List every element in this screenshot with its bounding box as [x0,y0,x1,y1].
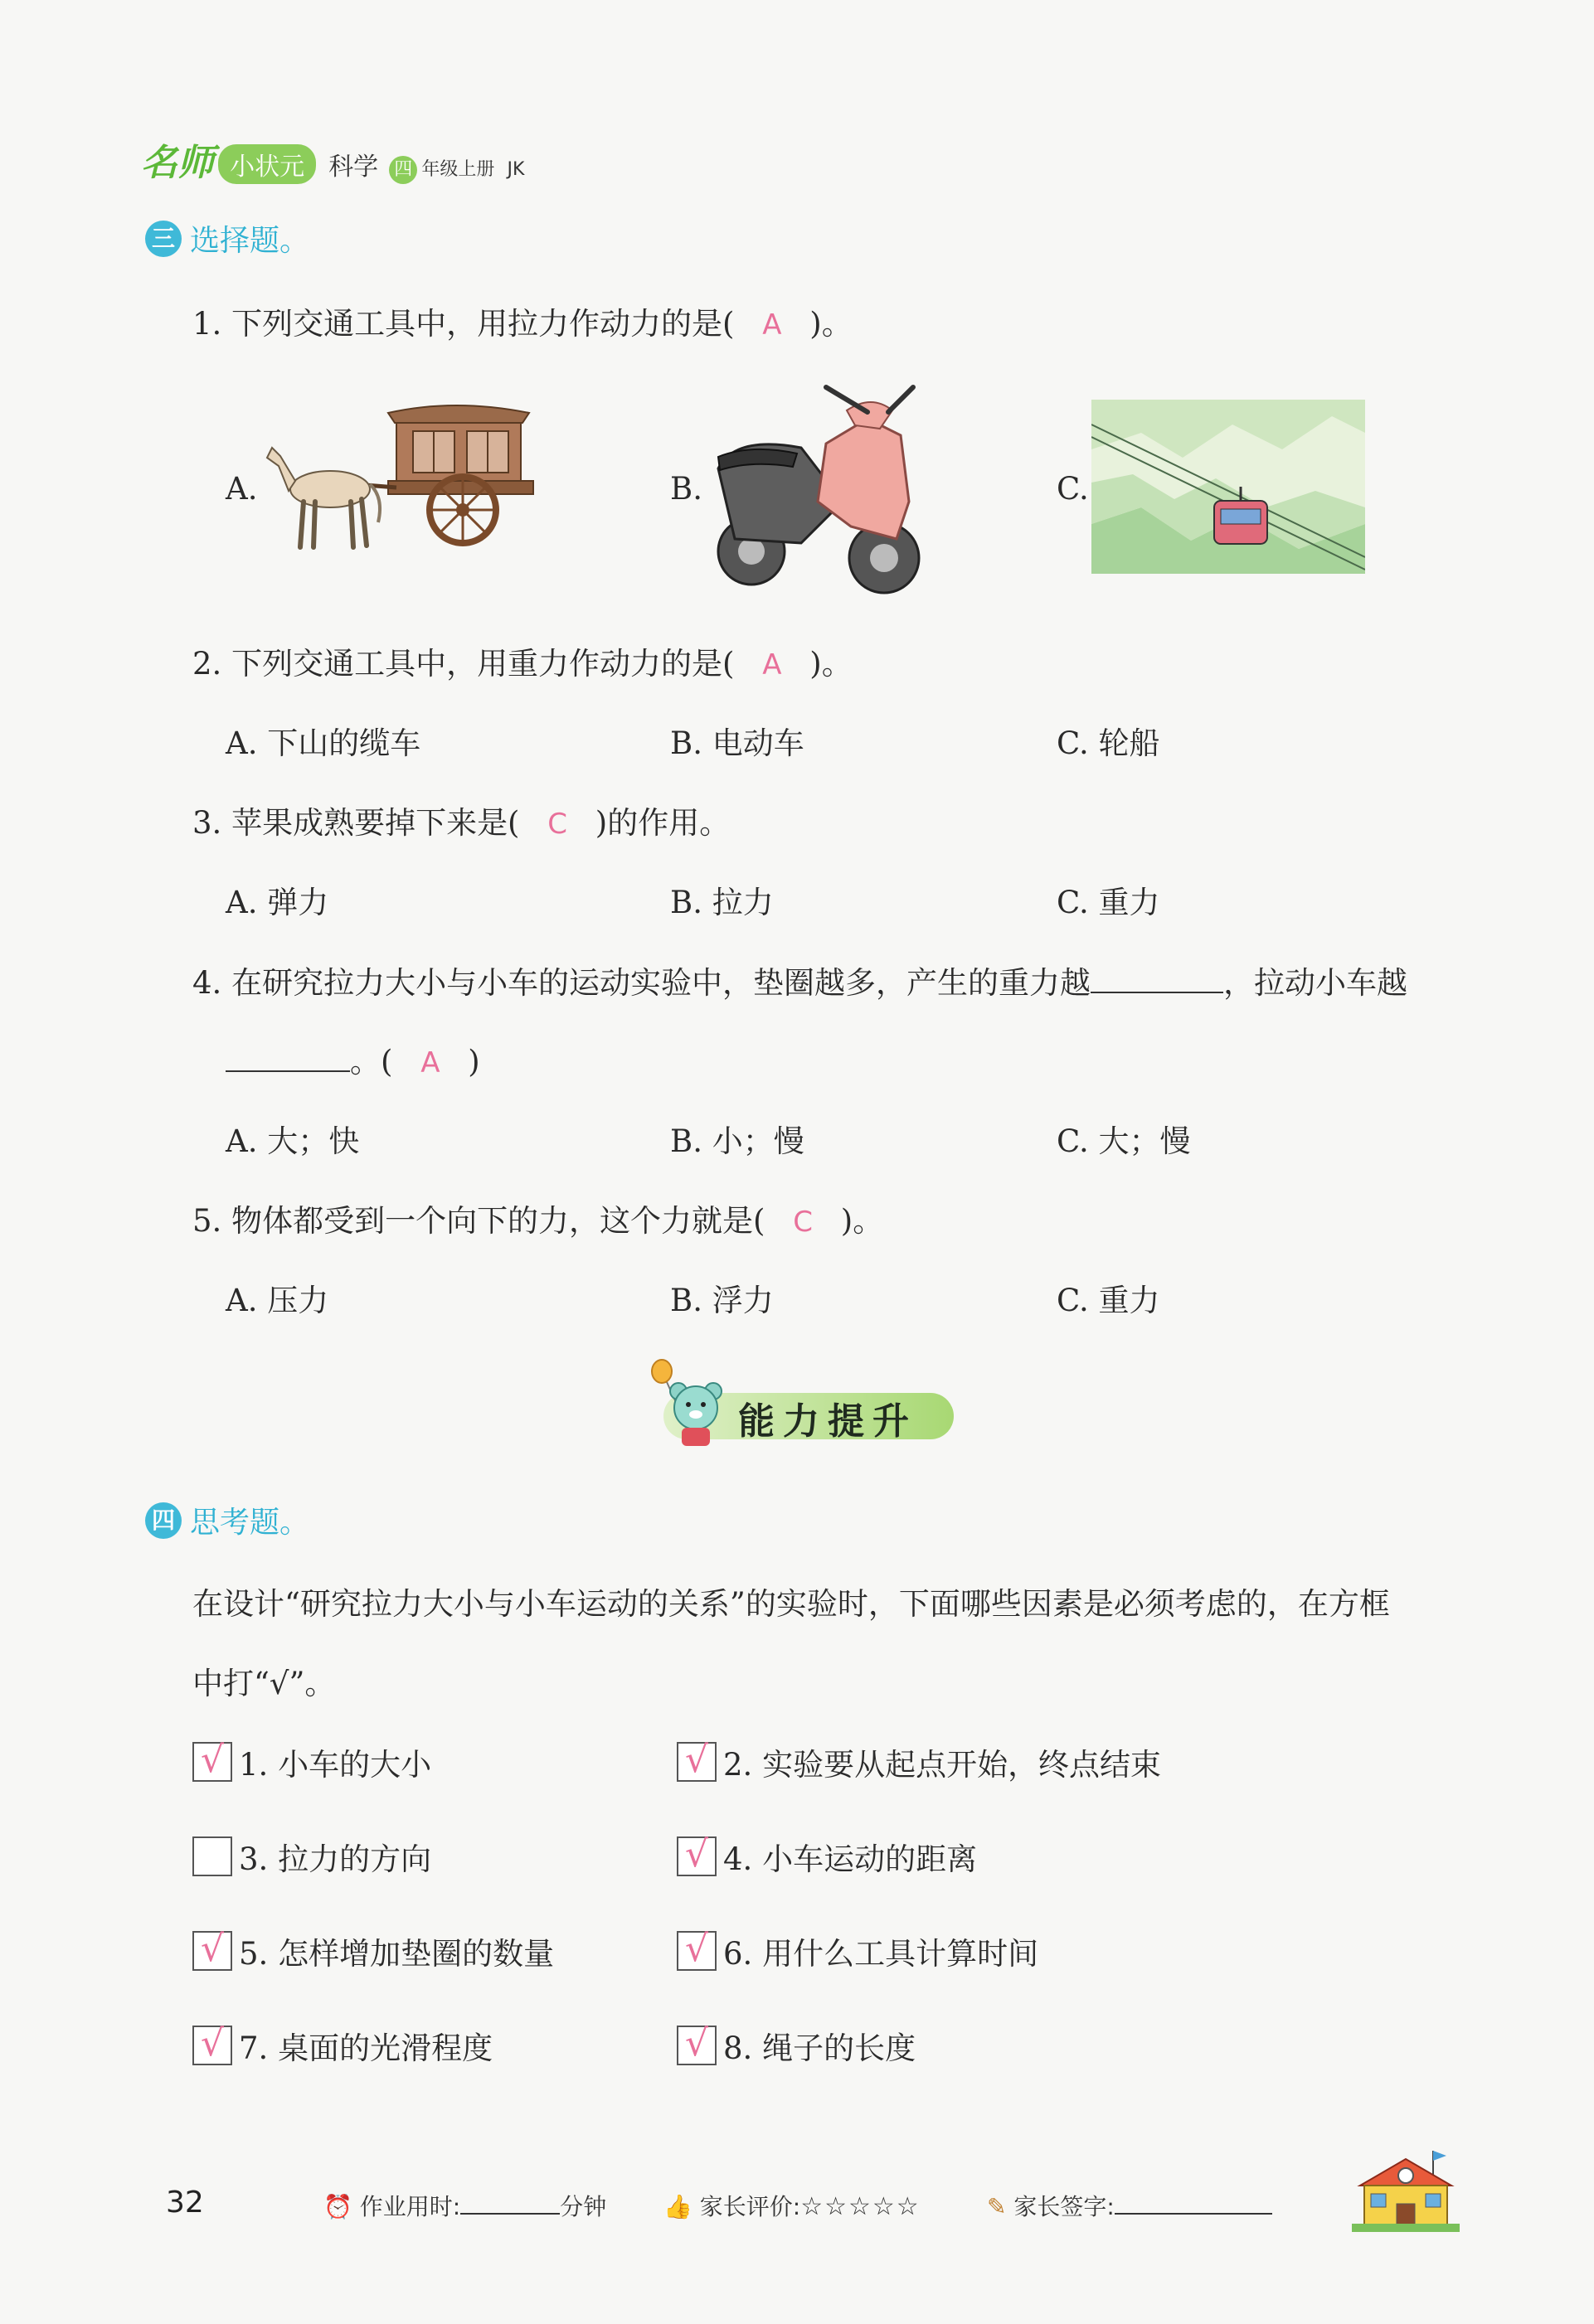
parent-signature [987,2189,1272,2222]
q2-option-a: A. 下山的缆车 [226,725,421,761]
pencil-icon: ✎ [987,2193,1007,2220]
section4-number: 四 [145,1502,182,1539]
q2-option-b: B. 电动车 [670,725,804,761]
checkbox-item-7[interactable] [192,2023,493,2068]
q4-text-mid: ，拉动小车越 [1223,965,1408,1001]
q2-option-c: C. 轮船 [1057,725,1160,761]
tick-mark-8: √ [684,2022,709,2064]
checkbox-label-5: 5. 怎样增加垫圈的数量 [239,1936,555,1972]
checkbox-label-2: 2. 实验要从起点开始，终点结束 [723,1747,1162,1783]
q5-option-a: A. 压力 [226,1283,329,1318]
q4-text: 4. 在研究拉力大小与小车的运动实验中，垫圈越多，产生的重力越 [192,965,1091,1001]
checkbox-3[interactable] [192,1836,232,1876]
time-label: 作业用时: [359,2193,461,2220]
q3-option-a: A. 弹力 [226,885,329,920]
q5-answer: C [793,1206,814,1239]
section3-number: 三 [145,221,182,257]
brand-name: 名师 [141,142,214,184]
q5-option-b: B. 浮力 [670,1283,774,1318]
checkbox-item-8[interactable] [677,2023,916,2068]
section4-intro-line1: 在设计“研究拉力大小与小车运动的关系”的实验时，下面哪些因素是必须考虑的，在方框 [192,1586,1390,1622]
cable-car-illustration [1091,400,1365,574]
checkbox-2[interactable] [677,1739,717,1782]
q1-option-a: A. [226,471,258,507]
eval-label: 家长评价: [699,2193,801,2220]
parent-evaluation [663,2189,921,2222]
checkbox-5[interactable] [192,1928,232,1971]
checkbox-item-1[interactable] [192,1739,431,1784]
horse-carriage-illustration [264,398,537,556]
q3-option-c: C. 重力 [1057,885,1160,920]
homework-time [323,2189,606,2222]
time-unit: 分钟 [560,2193,607,2220]
section4-intro-line2: 中打“√”。 [192,1666,336,1701]
edition: JK [507,159,525,180]
grade-badge: 四 [389,156,417,184]
q5-text: 5. 物体都受到一个向下的力，这个力就是( [192,1203,765,1239]
q1-text: 1. 下列交通工具中，用拉力作动力的是( [192,306,735,342]
q4-text-line2: 。( [350,1044,393,1080]
checkbox-label-4: 4. 小车运动的距离 [723,1841,978,1877]
q4-option-c: C. 大；慢 [1057,1123,1191,1159]
q3-answer: C [547,808,568,841]
checkbox-4[interactable] [677,1833,717,1876]
grade-suffix: 年级上册 [421,159,495,180]
q1-answer: A [762,308,782,342]
question-5 [192,1196,883,1240]
q4-blank-2[interactable] [226,1046,350,1072]
tick-mark-7: √ [200,2022,225,2064]
subject: 科学 [328,153,379,182]
q2-text-end: )。 [809,646,853,682]
section3-heading [145,217,309,260]
q2-text: 2. 下列交通工具中，用重力作动力的是( [192,646,735,682]
sign-label: 家长签字: [1013,2193,1115,2220]
q4-option-a: A. 大；快 [226,1123,360,1159]
q4-blank-1[interactable] [1091,967,1223,993]
question-4 [192,958,1407,1002]
alarm-clock-icon: ⏰ [323,2193,352,2220]
ability-banner [663,1376,954,1451]
tick-mark-2: √ [684,1739,709,1781]
brand-pill: 小状元 [218,144,316,184]
tick-mark-4: √ [684,1833,709,1875]
q1-option-c: C. [1057,471,1089,507]
page-header [141,133,524,186]
checkbox-1[interactable] [192,1739,232,1782]
checkbox-label-1: 1. 小车的大小 [239,1747,432,1783]
tick-mark-5: √ [200,1928,225,1970]
bear-mascot-icon [647,1358,730,1449]
time-blank[interactable] [460,2191,560,2215]
section3-title: 选择题。 [190,224,310,258]
rating-stars[interactable]: ☆☆☆☆☆ [800,2192,921,2221]
scooter-illustration [702,377,934,597]
checkbox-6[interactable] [677,1928,717,1971]
checkbox-item-3[interactable] [192,1834,431,1879]
thumbs-up-icon: 👍 [663,2193,693,2220]
checkbox-label-6: 6. 用什么工具计算时间 [723,1936,1039,1972]
checkbox-item-6[interactable] [677,1929,1038,1973]
checkbox-item-4[interactable] [677,1834,977,1879]
q2-answer: A [762,648,782,682]
section4-heading [145,1499,309,1541]
checkbox-7[interactable] [192,2022,232,2065]
q5-option-c: C. 重力 [1057,1283,1160,1318]
section4-title: 思考题。 [190,1506,310,1540]
question-4-line2 [226,1036,480,1081]
checkbox-label-7: 7. 桌面的光滑程度 [239,2030,493,2066]
q4-answer: A [420,1046,440,1080]
q1-text-end: )。 [809,306,853,342]
question-1 [192,298,853,343]
q1-option-b: B. [670,471,702,507]
checkbox-label-3: 3. 拉力的方向 [239,1841,432,1877]
q3-text: 3. 苹果成熟要掉下来是( [192,805,520,841]
checkbox-item-2[interactable] [677,1739,1161,1784]
q3-option-b: B. 拉力 [670,885,774,920]
signature-blank[interactable] [1115,2191,1272,2215]
tick-mark-1: √ [200,1739,225,1781]
banner-title: 能力提升 [738,1400,917,1443]
checkbox-item-5[interactable] [192,1929,554,1973]
q4-text-end: ) [468,1044,480,1080]
question-3 [192,798,730,842]
question-2 [192,638,853,683]
checkbox-8[interactable] [677,2022,717,2065]
q4-option-b: B. 小；慢 [670,1123,804,1159]
q5-text-end: )。 [840,1203,884,1239]
checkbox-label-8: 8. 绳子的长度 [723,2030,916,2066]
page-number: 32 [166,2186,204,2220]
q3-text-end: )的作用。 [595,805,731,841]
school-house-icon [1344,2144,1468,2235]
tick-mark-6: √ [684,1928,709,1970]
